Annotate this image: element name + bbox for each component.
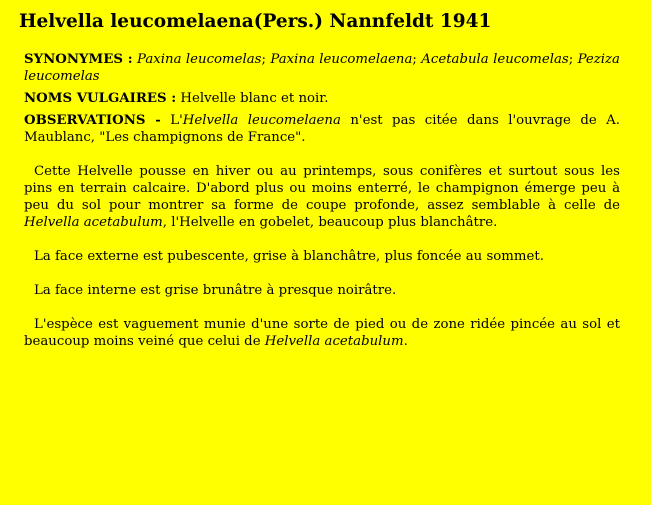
description-paragraph-2: La face externe est pubescente, grise à blanchâtre, plus foncée au sommet. <box>34 249 544 264</box>
page-title: Helvella leucomelaena(Pers.) Nannfeldt 1941 <box>19 11 492 32</box>
noms-vulgaires-label: NOMS VULGAIRES : <box>24 91 177 106</box>
observations-paragraph <box>24 112 620 146</box>
synonymes-paragraph: SYNONYMES : Paxina leucomelas; Paxina leucomelaena; Acetabula leucomelas; Peziza leucomelas <box>24 52 620 84</box>
synonym-item: Paxina leucomelas <box>137 52 262 67</box>
description-p4-species: Helvella acetabulum <box>264 334 404 349</box>
observations-species: Helvella leucomelaena <box>182 113 341 128</box>
synonym-item: Acetabula leucomelas <box>421 52 569 67</box>
description-p4-part1: L'espèce est vaguement munie d'une sorte de pied ou de zone ridée pincée au sol et beaucoup moins veiné que celui de <box>24 317 620 349</box>
observations-label: OBSERVATIONS - <box>24 113 161 128</box>
observations-rest: n'est pas citée dans l'ouvrage de A. Maublanc, "Les champignons de France". <box>24 113 620 145</box>
noms-vulgaires-paragraph <box>24 90 620 107</box>
description-paragraph-3: La face interne est grise brunâtre à presque noirâtre. <box>34 283 397 298</box>
description-p1-part2: , l'Helvelle en gobelet, beaucoup plus blanchâtre. <box>162 215 498 230</box>
synonym-item: Peziza leucomelas <box>24 52 620 84</box>
content <box>24 51 620 350</box>
observations-prefix: L' <box>170 113 183 128</box>
description-p1-species: Helvella acetabulum <box>24 215 163 230</box>
synonym-item: Paxina leucomelaena <box>270 52 413 67</box>
description-paragraph-4 <box>24 316 620 350</box>
description-p4-part2: . <box>403 334 408 349</box>
description-paragraph-1 <box>24 163 620 231</box>
noms-vulgaires-value: Helvelle blanc et noir. <box>180 91 329 106</box>
synonymes-label: SYNONYMES : <box>24 52 133 67</box>
description-p1-part1: Cette Helvelle pousse en hiver ou au printemps, sous conifères et surtout sous les pins en terrain calcaire. D'abord plus ou moins enterré, le champignon émerge peu à peu du sol pour montrer sa forme de coupe profonde, assez semblable à celle de <box>24 164 620 213</box>
